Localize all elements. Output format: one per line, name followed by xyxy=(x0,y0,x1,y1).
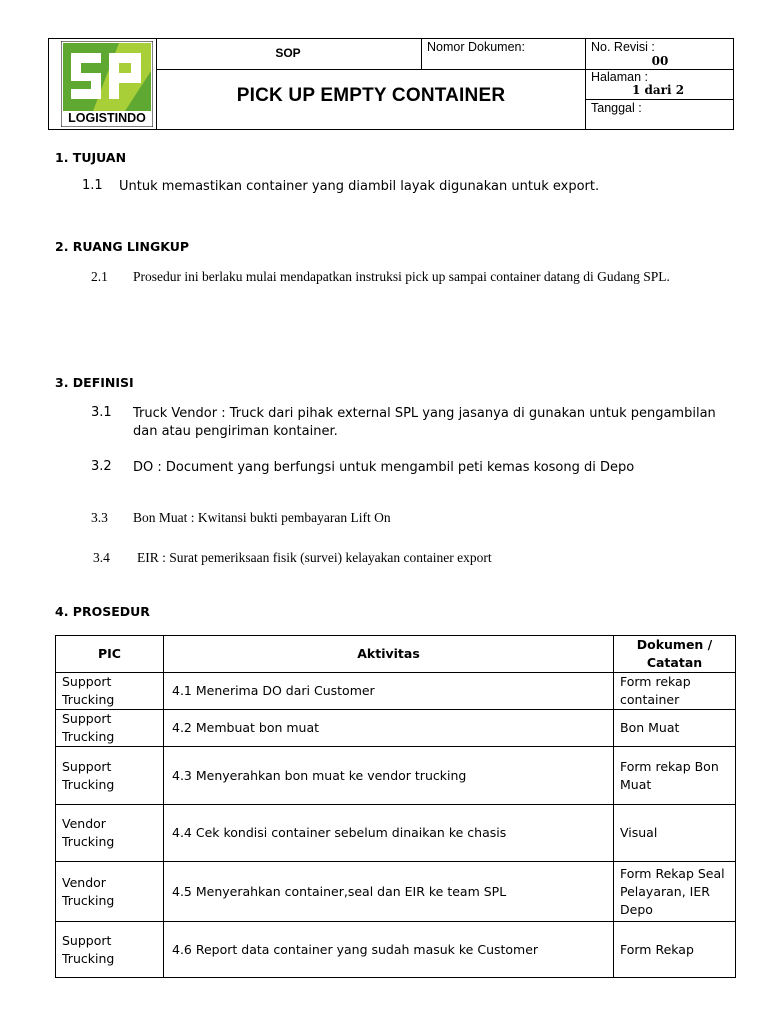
item-text-3-1: Truck Vendor : Truck dari pihak external SPL yang jasanya di gunakan untuk pengambilan dan atau pengiriman kontainer. xyxy=(133,406,716,439)
page-value: 1 dari 2 xyxy=(631,83,685,97)
table-row xyxy=(56,922,736,978)
header-border-left xyxy=(48,38,49,130)
cell-dokumen: Form Rekap Seal Pelayaran, IER Depo xyxy=(614,862,736,922)
cell-aktivitas: 4.2 Membuat bon muat xyxy=(164,710,614,747)
cell-dokumen: Form Rekap xyxy=(614,922,736,978)
cell-aktivitas: 4.5 Menyerahkan container,seal dan EIR ke team SPL xyxy=(164,862,614,922)
revision-value: 00 xyxy=(651,54,669,68)
cell-dokumen: Bon Muat xyxy=(614,710,736,747)
cell-dokumen: Form rekap Bon Muat xyxy=(614,747,736,805)
procedure-table xyxy=(55,635,736,978)
table-row xyxy=(56,862,736,922)
column-header-aktivitas: Aktivitas xyxy=(164,636,614,673)
cell-dokumen: Form rekap container xyxy=(614,673,736,710)
item-number-1-1: 1.1 xyxy=(82,178,103,193)
section-heading-ruang-lingkup: 2. RUANG LINGKUP xyxy=(55,239,190,254)
cell-aktivitas: 4.3 Menyerahkan bon muat ke vendor trucking xyxy=(164,747,614,805)
cell-pic: Support Trucking xyxy=(56,673,164,710)
date-label: Tanggal : xyxy=(591,101,642,115)
item-text-3-4: EIR : Surat pemeriksaan fisik (survei) kelayakan container export xyxy=(137,550,492,565)
revision-label: No. Revisi : xyxy=(591,40,655,54)
item-text-3-2: DO : Document yang berfungsi untuk mengambil peti kemas kosong di Depo xyxy=(133,460,635,475)
cell-aktivitas: 4.1 Menerima DO dari Customer xyxy=(164,673,614,710)
page-label: Halaman : xyxy=(591,70,648,84)
header-divider-meta xyxy=(585,38,586,130)
column-header-dokumen: Dokumen / Catatan xyxy=(614,636,736,673)
section-heading-definisi: 3. DEFINISI xyxy=(55,375,134,390)
header-divider-sop xyxy=(421,38,422,70)
header-divider-logo xyxy=(156,38,157,130)
header-border-top xyxy=(48,38,734,39)
cell-aktivitas: 4.6 Report data container yang sudah masuk ke Customer xyxy=(164,922,614,978)
header-divider-title xyxy=(156,69,586,70)
section-heading-prosedur: 4. PROSEDUR xyxy=(55,604,150,619)
table-row xyxy=(56,805,736,862)
logo-company-name: LOGISTINDO xyxy=(68,111,146,125)
item-number-3-1: 3.1 xyxy=(91,405,112,420)
doc-number-label: Nomor Dokumen: xyxy=(427,40,525,54)
table-row xyxy=(56,710,736,747)
header-border-bottom xyxy=(48,129,734,130)
column-header-pic: PIC xyxy=(56,636,164,673)
cell-dokumen: Visual xyxy=(614,805,736,862)
section-heading-tujuan: 1. TUJUAN xyxy=(55,150,127,165)
item-number-3-3: 3.3 xyxy=(91,510,108,525)
cell-pic: Vendor Trucking xyxy=(56,862,164,922)
item-number-3-2: 3.2 xyxy=(91,459,112,474)
cell-pic: Support Trucking xyxy=(56,922,164,978)
sop-label: SOP xyxy=(275,46,301,60)
item-text-1-1: Untuk memastikan container yang diambil layak digunakan untuk export. xyxy=(119,179,600,194)
item-text-2-1: Prosedur ini berlaku mulai mendapatkan instruksi pick up sampai container datang di Gudang SPL. xyxy=(133,269,670,284)
table-header-row xyxy=(56,636,736,673)
cell-pic: Support Trucking xyxy=(56,710,164,747)
item-number-2-1: 2.1 xyxy=(91,269,108,284)
document-title: PICK UP EMPTY CONTAINER xyxy=(236,85,506,106)
cell-pic: Vendor Trucking xyxy=(56,805,164,862)
header-divider-page xyxy=(585,99,734,100)
table-row xyxy=(56,673,736,710)
header-border-right xyxy=(733,38,734,130)
item-text-3-3: Bon Muat : Kwitansi bukti pembayaran Lift On xyxy=(133,510,391,525)
cell-pic: Support Trucking xyxy=(56,747,164,805)
cell-aktivitas: 4.4 Cek kondisi container sebelum dinaikan ke chasis xyxy=(164,805,614,862)
company-logo xyxy=(61,41,153,127)
item-number-3-4: 3.4 xyxy=(93,550,110,565)
table-row xyxy=(56,747,736,805)
